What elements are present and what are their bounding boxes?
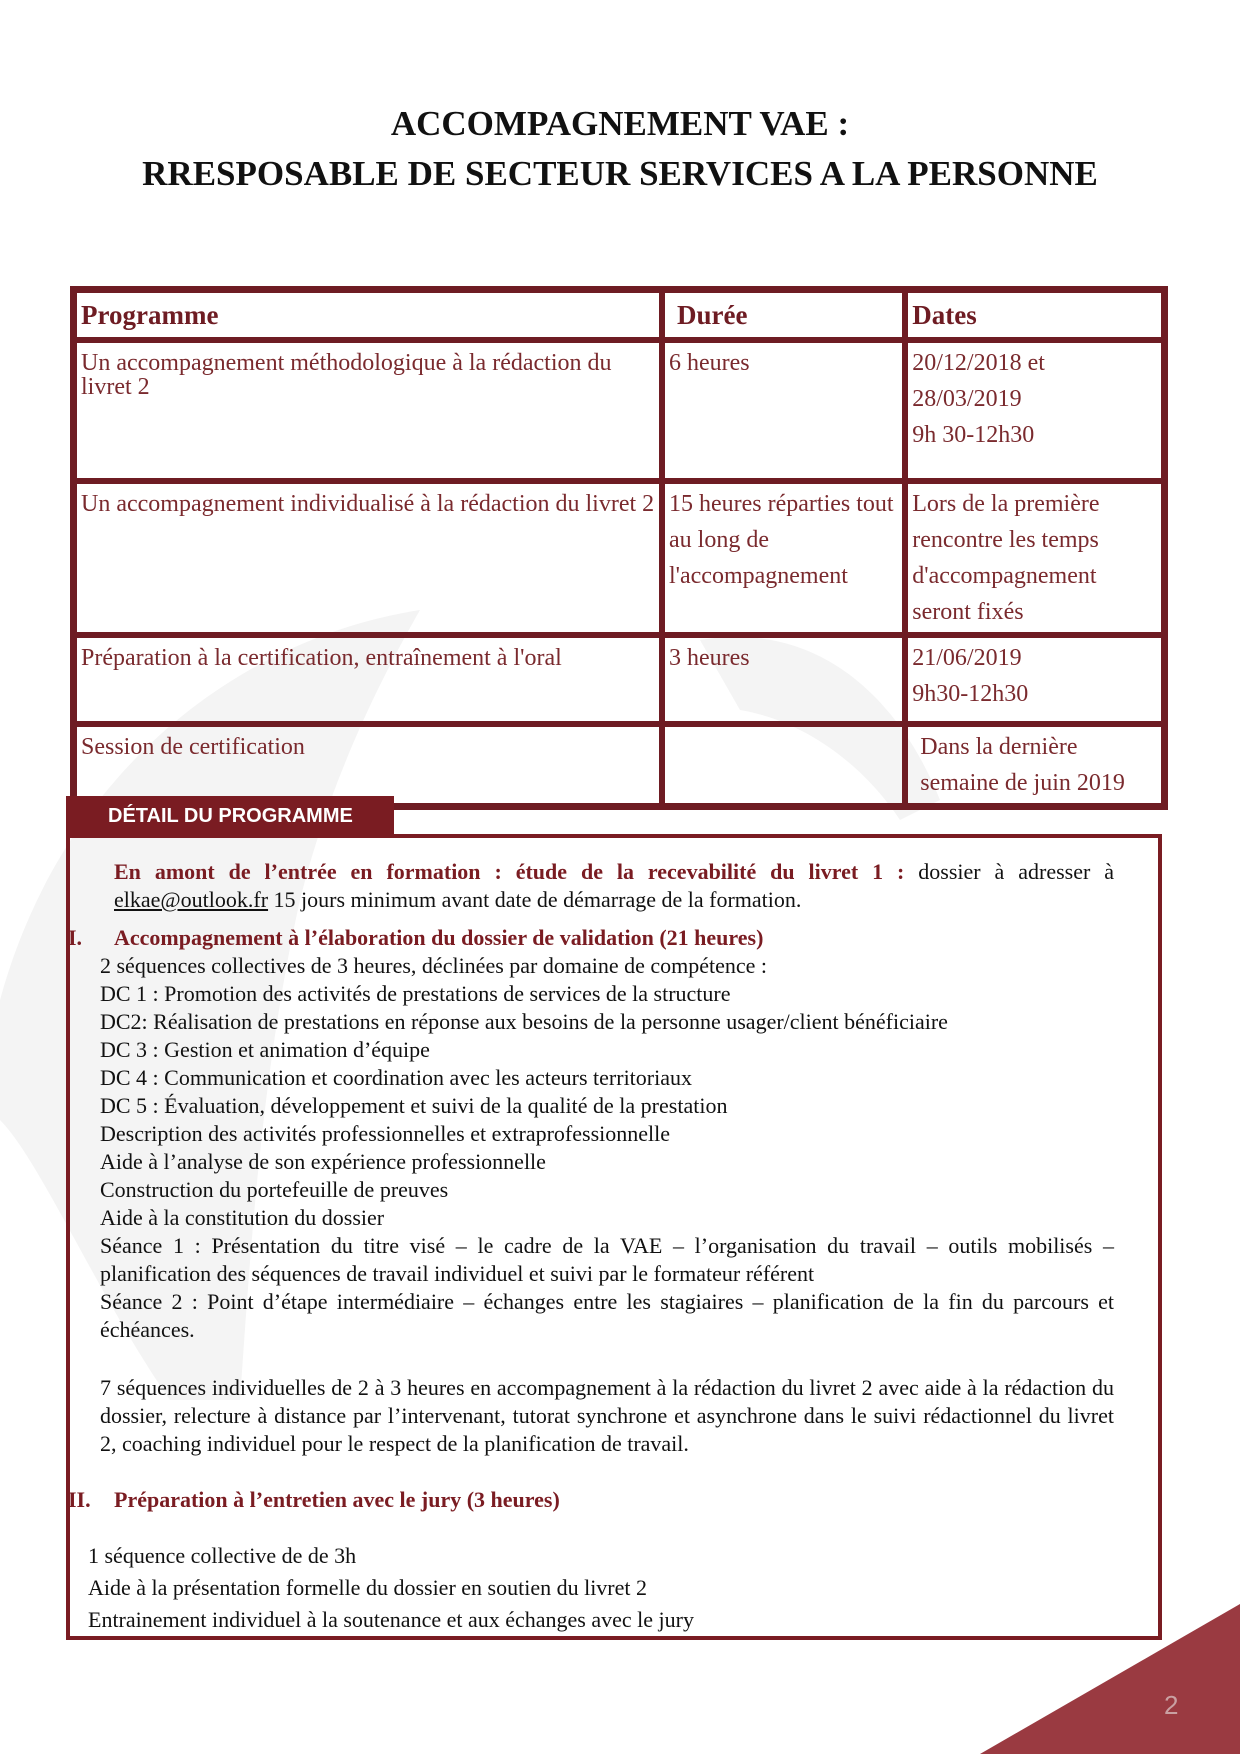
cell-programme: Un accompagnement individualisé à la rédaction du livret 2 — [74, 481, 662, 635]
cell-duree — [662, 724, 905, 806]
section1-line: Aide à l’analyse de son expérience professionnelle — [100, 1149, 546, 1174]
cell-duree: 3 heures — [662, 635, 905, 724]
date-line: semaine de juin 2019 — [920, 770, 1125, 796]
section1-line: 2 séquences collectives de 3 heures, déclinées par domaine de compétence : — [100, 953, 768, 978]
section1-line: DC 1 : Promotion des activités de prestations de services de la structure — [100, 981, 731, 1006]
date-line: 9h 30-12h30 — [912, 422, 1035, 448]
document-title-line2: RRESPOSABLE DE SECTEUR SERVICES A LA PERSONNE — [142, 154, 1098, 193]
cell-programme: Un accompagnement méthodologique à la rédaction du livret 2 — [74, 340, 662, 481]
section1-line: DC2: Réalisation de prestations en réponse aux besoins de la personne usager/client bénéficiaire — [100, 1009, 948, 1034]
programme-table — [70, 286, 1168, 810]
section1-line: Aide à la constitution du dossier — [100, 1205, 385, 1230]
section2-line: 1 séquence collective de de 3h — [88, 1543, 357, 1568]
intro-tail: 15 jours minimum avant date de démarrage de la formation. — [268, 887, 802, 912]
cell-dates — [905, 724, 1164, 806]
cell-duree: 6 heures — [662, 340, 905, 481]
date-line: Dans la dernière — [920, 734, 1078, 760]
date-line: 28/03/2019 — [912, 386, 1022, 412]
page-number: 2 — [1164, 1690, 1179, 1720]
date-line: 20/12/2018 et — [912, 350, 1045, 376]
date-line: d'accompagnement — [912, 563, 1097, 589]
section1-line: Construction du portefeuille de preuves — [100, 1177, 449, 1202]
cell-duree: 15 heures réparties tout au long de l'accompagnement — [662, 481, 905, 635]
cell-dates — [905, 340, 1164, 481]
cell-dates — [905, 481, 1164, 635]
table-row — [74, 635, 1164, 724]
section1-number: I. — [68, 925, 83, 950]
intro-bold: En amont de l’entrée en formation : étude de la recevabilité du livret 1 : — [114, 859, 905, 884]
header-programme: Programme — [74, 290, 662, 340]
detail-tab-label: DÉTAIL DU PROGRAMME — [66, 796, 394, 834]
table-row — [74, 481, 1164, 635]
section1-title: Accompagnement à l’élaboration du dossier de validation (21 heures) — [114, 925, 764, 950]
section1-line: DC 4 : Communication et coordination avec les acteurs territoriaux — [100, 1065, 692, 1090]
table-row — [74, 724, 1164, 806]
date-line: seront fixés — [912, 599, 1024, 625]
date-line: 9h30-12h30 — [912, 681, 1029, 707]
section1-line: Description des activités professionnelles et extraprofessionnelle — [100, 1121, 670, 1146]
header-dates: Dates — [905, 290, 1164, 340]
section2-line: Entrainement individuel à la soutenance et aux échanges avec le jury — [88, 1607, 694, 1632]
seance1-paragraph: Séance 1 : Présentation du titre visé – le cadre de la VAE – l’organisation du travail – outils mobilisés – planification des séquences de travail individuel et suivi par le formateur référent — [100, 1233, 1114, 1286]
cell-programme: Préparation à la certification, entraînement à l'oral — [74, 635, 662, 724]
section2-line: Aide à la présentation formelle du dossier en soutien du livret 2 — [88, 1575, 648, 1600]
table-header-row — [74, 290, 1164, 340]
intro-rest: dossier à adresser à — [904, 859, 1114, 884]
header-duree: Durée — [662, 290, 905, 340]
date-line: 21/06/2019 — [912, 645, 1022, 671]
section2-title: Préparation à l’entretien avec le jury (3 heures) — [114, 1487, 560, 1512]
date-line: Lors de la première — [912, 491, 1100, 517]
detail-box — [66, 834, 1162, 1640]
section2-number: II. — [68, 1487, 91, 1512]
document-title-line1: ACCOMPAGNEMENT VAE : — [390, 104, 850, 143]
date-line: rencontre les temps — [912, 527, 1099, 553]
email-link[interactable]: elkae@outlook.fr — [114, 887, 269, 912]
section1-line: DC 5 : Évaluation, développement et suivi de la qualité de la prestation — [100, 1093, 728, 1118]
intro-paragraph — [114, 858, 1114, 914]
seance2-paragraph: Séance 2 : Point d’étape intermédiaire – échanges entre les stagiaires – planification de la fin du parcours et échéances. — [100, 1289, 1114, 1342]
cell-programme: Session de certification — [74, 724, 662, 806]
table-row — [74, 340, 1164, 481]
cell-dates — [905, 635, 1164, 724]
section1-line: DC 3 : Gestion et animation d’équipe — [100, 1037, 430, 1062]
individual-paragraph: 7 séquences individuelles de 2 à 3 heures en accompagnement à la rédaction du livret 2 avec aide à la rédaction du dossier, relecture à distance par l’intervenant, tutorat synchrone et asynchrone dans le suivi rédactionnel du livret 2, coaching individuel pour le respect de la planification de travail. — [100, 1375, 1114, 1456]
